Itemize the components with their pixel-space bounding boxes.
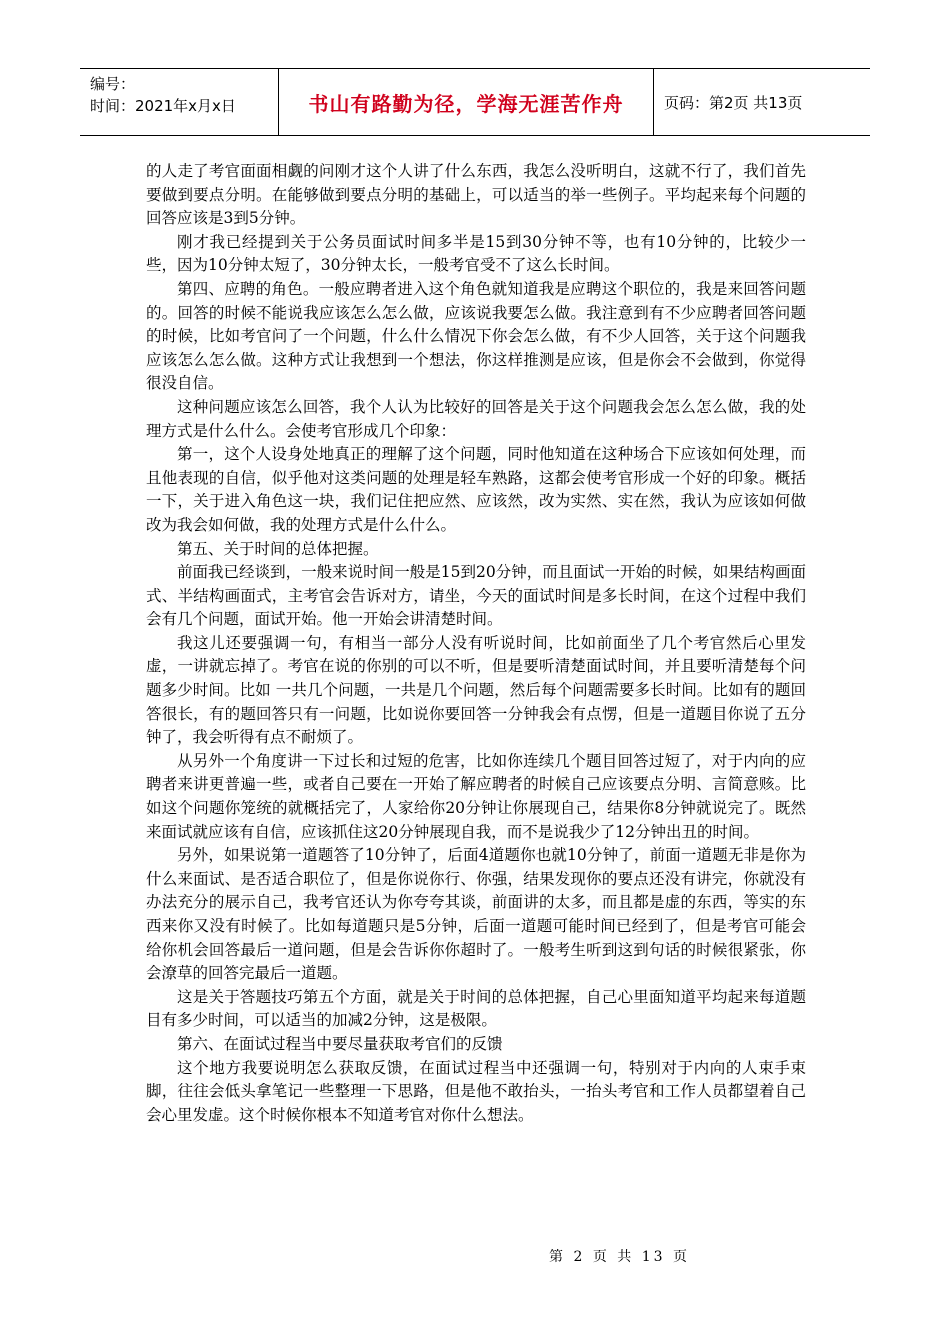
paragraph: 第一，这个人设身处地真正的理解了这个问题，同时他知道在这种场合下应该如何处理，而且他表现的自信，似乎他对这类问题的处理是轻车熟路，这都会使考官形成一个好的印象。概括一下，关于进入角色这一块，我们记住把应然、应该然，改为实然、实在然，我认为应该如何做改为我会如何做，我的处理方式是什么什么。 xyxy=(146,445,806,534)
paragraph: 我这儿还要强调一句，有相当一部分人没有听说时间，比如前面坐了几个考官然后心里发虚，一讲就忘掉了。考官在说的你别的可以不听，但是要听清楚面试时间，并且要听清楚每个问题多少时间。比如 一共几个问题，一共是几个问题，然后每个问题需要多长时间。比如有的题回答很长，有的题回答只有一问题，比如说你要回答一分钟我会有点愣，但是一道题目你说了五分钟了，我会听得有点不耐烦了。 xyxy=(146,633,806,747)
footer-page-number: 第 2 页 共 13 页 xyxy=(549,1249,690,1265)
section-heading: 第五、关于时间的总体把握。 xyxy=(177,539,379,558)
header-motto: 书山有路勤为径，学海无涯苦作舟 xyxy=(279,69,654,135)
document-body xyxy=(146,160,806,1127)
page-footer xyxy=(0,1246,950,1266)
paragraph: 这种问题应该怎么回答，我个人认为比较好的回答是关于这个问题我会怎么怎么做，我的处理方式是什么什么。会使考官形成几个印象： xyxy=(146,397,806,440)
paragraph: 第四、应聘的角色。一般应聘者进入这个角色就知道我是应聘这个职位的，我是来回答问题的。回答的时候不能说我应该怎么怎么做，应该说我要怎么做。我注意到有不少应聘者回答问题的时候，比如考官问了一个问题，什么什么情况下你会怎么做，有不少人回答，关于这个问题我应该怎么怎么做。这种方式让我想到一个想法，你这样推测是应该，但是你会不会做到，你觉得很没自信。 xyxy=(146,279,806,393)
paragraph: 的人走了考官面面相觑的问刚才这个人讲了什么东西，我怎么没听明白，这就不行了，我们首先要做到要点分明。在能够做到要点分明的基础上，可以适当的举一些例子。平均起来每个问题的回答应该是3到5分钟。 xyxy=(146,162,806,228)
paragraph: 这个地方我要说明怎么获取反馈，在面试过程当中还强调一句，特别对于内向的人束手束脚，往往会低头拿笔记一些整理一下思路，但是他不敢抬头，一抬头考官和工作人员都望着自己会心里发虚。这个时候你根本不知道考官对你什么想法。 xyxy=(146,1058,806,1124)
paragraph: 另外，如果说第一道题答了10分钟了，后面4道题你也就10分钟了，前面一道题无非是你为什么来面试、是否适合职位了，但是你说你行、你强，结果发现你的要点还没有讲完，你就没有办法充分的展示自己，我考官还认为你夸夸其谈，前面讲的太多，而且都是虚的东西，等实的东西来你又没有时候了。比如每道题只是5分钟，后面一道题可能时间已经到了，但是考官可能会给你机会回答最后一道问题，但是会告诉你你超时了。一般考生听到这到句话的时候很紧张，你会潦草的回答完最后一道题。 xyxy=(146,846,806,983)
section-heading: 第六、在面试过程当中要尽量获取考官们的反馈 xyxy=(177,1034,503,1053)
paragraph: 刚才我已经提到关于公务员面试时间多半是15到30分钟不等，也有10分钟的，比较少一些，因为10分钟太短了，30分钟太长，一般考官受不了这么长时间。 xyxy=(146,232,806,275)
document-date: 时间：2021年x月x日 xyxy=(90,97,236,115)
document-number-label: 编号： xyxy=(90,75,136,93)
paragraph: 前面我已经谈到，一般来说时间一般是15到20分钟，而且面试一开始的时候，如果结构画面式、半结构画面式，主考官会告诉对方，请坐，今天的面试时间是多长时间，在这个过程中我们会有几个问题，面试开始。他一开始会讲清楚时间。 xyxy=(146,563,806,629)
header-meta xyxy=(80,69,279,135)
paragraph: 从另外一个角度讲一下过长和过短的危害，比如你连续几个题目回答过短了，对于内向的应聘者来讲更普遍一些，或者自己要在一开始了解应聘者的时候自己应该要点分明、言简意赅。比如这个问题你笼统的就概括完了，人家给你20分钟让你展现自己，结果你8分钟就说完了。既然来面试就应该有自信，应该抓住这20分钟展现自我，而不是说我少了12分钟出丑的时间。 xyxy=(146,751,806,841)
paragraph: 这是关于答题技巧第五个方面，就是关于时间的总体把握，自己心里面知道平均起来每道题目有多少时间，可以适当的加减2分钟，这是极限。 xyxy=(146,987,806,1030)
page-header xyxy=(80,68,870,136)
header-page-info: 页码：第2页 共13页 xyxy=(664,93,803,112)
